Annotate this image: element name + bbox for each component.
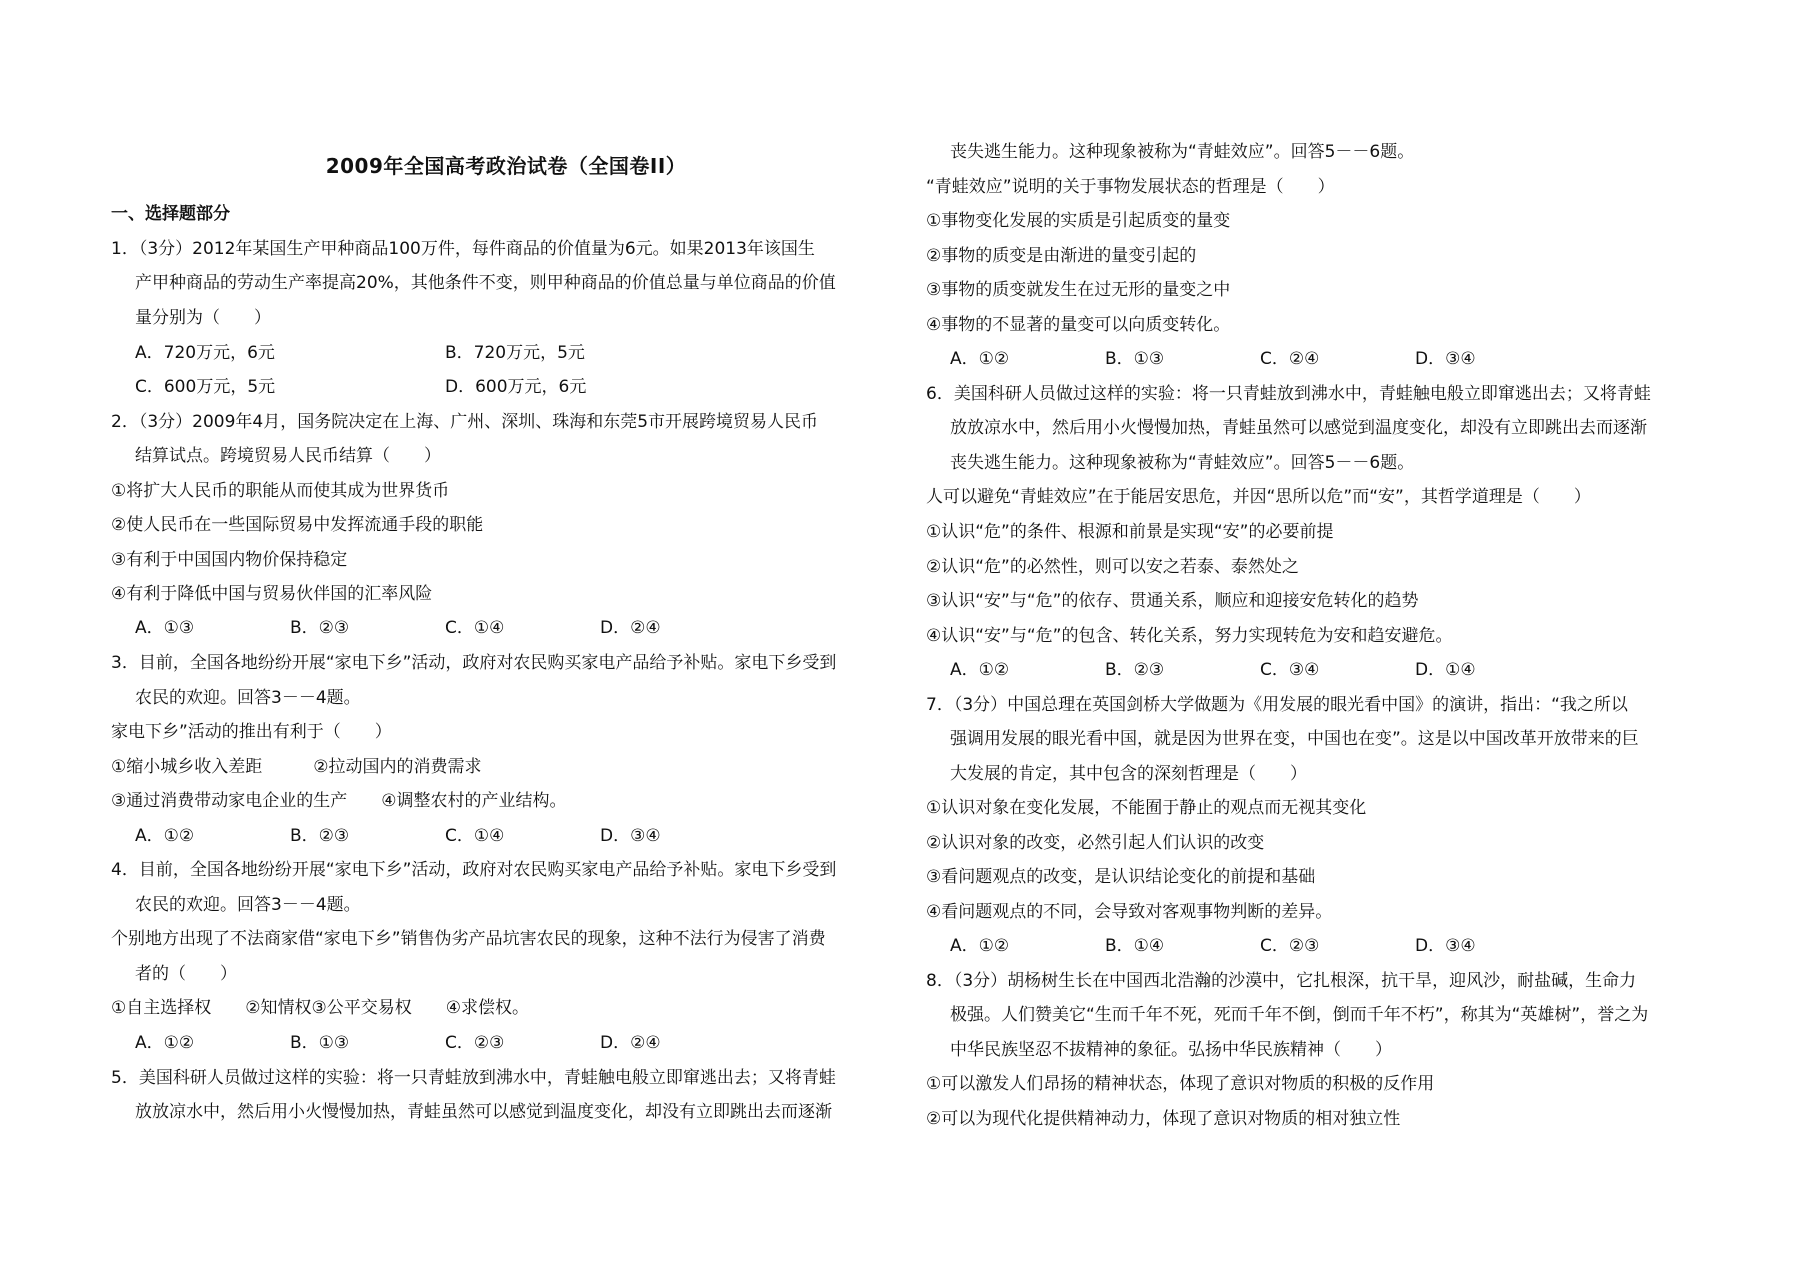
question-5-line-3: 丧失逃生能力。这种现象被称为“青蛙效应”。回答5－－6题。 bbox=[950, 142, 1415, 162]
question-5-stem: “青蛙效应”说明的关于事物发展状态的哲理是（ ） bbox=[926, 177, 1335, 197]
option-a: A．①② bbox=[135, 1033, 195, 1053]
question-5-statement-1: ①事物变化发展的实质是引起质变的量变 bbox=[926, 211, 1231, 231]
option-b: B．720万元，5元 bbox=[445, 343, 585, 363]
option-a: A．①③ bbox=[135, 618, 195, 638]
option-d: D．②④ bbox=[600, 618, 661, 638]
option-b: B．①④ bbox=[1105, 936, 1165, 956]
question-4-statements: ①自主选择权 ②知情权③公平交易权 ④求偿权。 bbox=[111, 998, 529, 1018]
question-8-statement-2: ②可以为现代化提供精神动力，体现了意识对物质的相对独立性 bbox=[926, 1109, 1401, 1129]
option-b: B．①③ bbox=[1105, 349, 1165, 369]
document-title: 2009年全国高考政治试卷（全国卷II） bbox=[325, 154, 687, 178]
question-7-statement-4: ④看问题观点的不同，会导致对客观事物判断的差异。 bbox=[926, 902, 1333, 922]
question-8-line-3: 中华民族坚忍不拔精神的象征。弘扬中华民族精神（ ） bbox=[950, 1040, 1392, 1060]
question-1-line-3: 量分别为（ ） bbox=[135, 308, 271, 328]
question-8-line-1: 8．（3分）胡杨树生长在中国西北浩瀚的沙漠中，它扎根深，抗干旱，迎风沙，耐盐碱，生命力 bbox=[926, 971, 1637, 991]
question-3-stem: 家电下乡”活动的推出有利于（ ） bbox=[111, 722, 392, 742]
question-7-statement-2: ②认识对象的改变，必然引起人们认识的改变 bbox=[926, 833, 1265, 853]
question-2-statement-1: ①将扩大人民币的职能从而使其成为世界货币 bbox=[111, 481, 450, 501]
question-2-statement-3: ③有利于中国国内物价保持稳定 bbox=[111, 550, 348, 570]
question-6-statement-1: ①认识“危”的条件、根源和前景是实现“安”的必要前提 bbox=[926, 522, 1334, 542]
option-a: A．720万元，6元 bbox=[135, 343, 275, 363]
question-5-statement-3: ③事物的质变就发生在过无形的量变之中 bbox=[926, 280, 1231, 300]
option-d: D．600万元，6元 bbox=[445, 377, 587, 397]
question-5-line-2: 放放凉水中，然后用小火慢慢加热，青蛙虽然可以感觉到温度变化，却没有立即跳出去而逐渐 bbox=[135, 1102, 832, 1122]
question-3-line-2: 农民的欢迎。回答3－－4题。 bbox=[135, 688, 361, 708]
option-c: C．②③ bbox=[1260, 936, 1320, 956]
question-3-line-1: 3．目前，全国各地纷纷开展“家电下乡”活动，政府对农民购买家电产品给予补贴。家电下乡受到 bbox=[111, 653, 837, 673]
question-7-statement-3: ③看问题观点的改变，是认识结论变化的前提和基础 bbox=[926, 867, 1316, 887]
option-c: C．②④ bbox=[1260, 349, 1320, 369]
question-6-line-2: 放放凉水中，然后用小火慢慢加热，青蛙虽然可以感觉到温度变化，却没有立即跳出去而逐渐 bbox=[950, 418, 1647, 438]
question-6-stem: 人可以避免“青蛙效应”在于能居安思危，并因“思所以危”而“安”，其哲学道理是（ ） bbox=[926, 487, 1591, 507]
section-heading: 一、选择题部分 bbox=[111, 204, 230, 224]
option-d: D．③④ bbox=[600, 826, 661, 846]
option-c: C．①④ bbox=[445, 826, 505, 846]
question-7-line-1: 7．（3分）中国总理在英国剑桥大学做题为《用发展的眼光看中国》的演讲，指出：“我之所以 bbox=[926, 695, 1628, 715]
option-d: D．①④ bbox=[1415, 660, 1476, 680]
option-c: C．②③ bbox=[445, 1033, 505, 1053]
question-8-statement-1: ①可以激发人们昂扬的精神状态，体现了意识对物质的积极的反作用 bbox=[926, 1074, 1435, 1094]
question-6-statement-3: ③认识“安”与“危”的依存、贯通关系，顺应和迎接安危转化的趋势 bbox=[926, 591, 1419, 611]
option-b: B．②③ bbox=[290, 826, 350, 846]
question-7-line-2: 强调用发展的眼光看中国，就是因为世界在变，中国也在变”。这是以中国改革开放带来的巨 bbox=[950, 729, 1639, 749]
question-6-line-1: 6．美国科研人员做过这样的实验：将一只青蛙放到沸水中，青蛙触电般立即窜逃出去；又将青蛙 bbox=[926, 384, 1651, 404]
question-4-stem-line-1: 个别地方出现了不法商家借“家电下乡”销售伪劣产品坑害农民的现象，这种不法行为侵害了消费 bbox=[111, 929, 826, 949]
option-d: D．③④ bbox=[1415, 349, 1476, 369]
option-d: D．②④ bbox=[600, 1033, 661, 1053]
option-c: C．①④ bbox=[445, 618, 505, 638]
question-6-statement-4: ④认识“安”与“危”的包含、转化关系，努力实现转危为安和趋安避危。 bbox=[926, 626, 1453, 646]
question-6-line-3: 丧失逃生能力。这种现象被称为“青蛙效应”。回答5－－6题。 bbox=[950, 453, 1415, 473]
question-2-statement-2: ②使人民币在一些国际贸易中发挥流通手段的职能 bbox=[111, 515, 484, 535]
option-b: B．②③ bbox=[290, 618, 350, 638]
question-2-line-2: 结算试点。跨境贸易人民币结算（ ） bbox=[135, 446, 441, 466]
option-b: B．①③ bbox=[290, 1033, 350, 1053]
question-5-statement-4: ④事物的不显著的量变可以向质变转化。 bbox=[926, 315, 1231, 335]
option-c: C．600万元，5元 bbox=[135, 377, 276, 397]
question-3-statements-3-4: ③通过消费带动家电企业的生产 ④调整农村的产业结构。 bbox=[111, 791, 567, 811]
option-a: A．①② bbox=[950, 936, 1010, 956]
question-4-line-2: 农民的欢迎。回答3－－4题。 bbox=[135, 895, 361, 915]
question-7-line-3: 大发展的肯定，其中包含的深刻哲理是（ ） bbox=[950, 764, 1307, 784]
question-2-line-1: 2．（3分）2009年4月，国务院决定在上海、广州、深圳、珠海和东莞5市开展跨境贸易人民币 bbox=[111, 412, 819, 432]
question-6-statement-2: ②认识“危”的必然性，则可以安之若泰、泰然处之 bbox=[926, 557, 1299, 577]
question-8-line-2: 极强。人们赞美它“生而千年不死，死而千年不倒，倒而千年不朽”，称其为“英雄树”，誉之为 bbox=[950, 1005, 1649, 1025]
option-a: A．①② bbox=[950, 349, 1010, 369]
option-a: A．①② bbox=[135, 826, 195, 846]
question-4-line-1: 4．目前，全国各地纷纷开展“家电下乡”活动，政府对农民购买家电产品给予补贴。家电下乡受到 bbox=[111, 860, 837, 880]
question-5-line-1: 5．美国科研人员做过这样的实验：将一只青蛙放到沸水中，青蛙触电般立即窜逃出去；又将青蛙 bbox=[111, 1068, 836, 1088]
question-1-line-1: 1．（3分）2012年某国生产甲种商品100万件，每件商品的价值量为6元。如果2013年该国生 bbox=[111, 239, 815, 259]
option-c: C．③④ bbox=[1260, 660, 1320, 680]
question-3-statements-1-2: ①缩小城乡收入差距 ②拉动国内的消费需求 bbox=[111, 757, 482, 777]
option-b: B．②③ bbox=[1105, 660, 1165, 680]
question-4-stem-line-2: 者的（ ） bbox=[135, 964, 237, 984]
option-d: D．③④ bbox=[1415, 936, 1476, 956]
option-a: A．①② bbox=[950, 660, 1010, 680]
question-2-statement-4: ④有利于降低中国与贸易伙伴国的汇率风险 bbox=[111, 584, 433, 604]
question-5-statement-2: ②事物的质变是由渐进的量变引起的 bbox=[926, 246, 1197, 266]
question-7-statement-1: ①认识对象在变化发展，不能囿于静止的观点而无视其变化 bbox=[926, 798, 1367, 818]
question-1-line-2: 产甲种商品的劳动生产率提高20%，其他条件不变，则甲种商品的价值总量与单位商品的价值 bbox=[135, 273, 836, 293]
